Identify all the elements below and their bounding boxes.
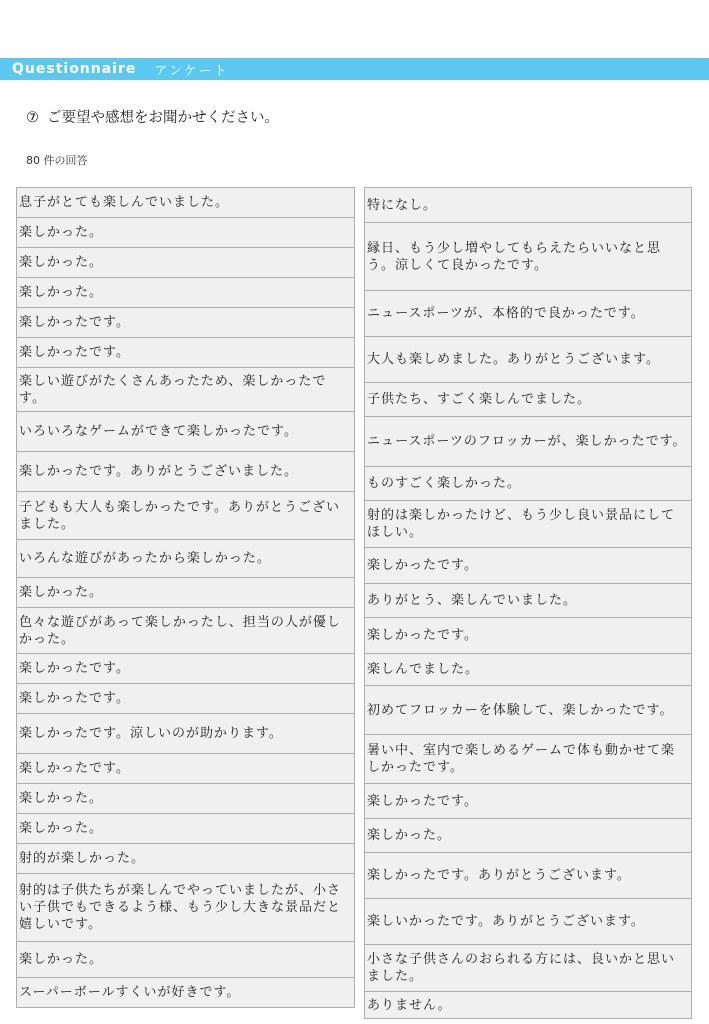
response-cell: 楽しかった。 [17, 942, 354, 978]
response-cell: 楽しかったです。 [17, 338, 354, 368]
response-cell: 小さな子供さんのおられる方には、良いかと思いました。 [365, 945, 691, 992]
response-cell: 楽しかった。 [365, 819, 691, 853]
response-cell: いろんな遊びがあったから楽しかった。 [17, 540, 354, 578]
response-cell: 射的は子供たちが楽しんでやっていましたが、小さい子供でもできるよう様、もう少し大きな景品だと嬉しいです。 [17, 874, 354, 942]
response-cell: ありません。 [365, 992, 691, 1018]
response-cell: 楽しかった。 [17, 248, 354, 278]
response-cell: 初めてフロッカーを体験して、楽しかったです。 [365, 686, 691, 735]
response-cell: 子どもも大人も楽しかったです。ありがとうございました。 [17, 492, 354, 540]
response-cell: ニュースポーツが、本格的で良かったです。 [365, 291, 691, 337]
banner-subtitle: アンケート [154, 63, 229, 79]
response-cell: 射的は楽しかったけど、もう少し良い景品にしてほしい。 [365, 501, 691, 548]
response-cell: いろいろなゲームができて楽しかったです。 [17, 412, 354, 452]
response-cell: 射的が楽しかった。 [17, 844, 354, 874]
response-cell: 楽しい遊びがたくさんあったため、楽しかったです。 [17, 368, 354, 412]
response-cell: 楽しかったです。 [365, 784, 691, 819]
response-cell: 暑い中、室内で楽しめるゲームで体も動かせて楽しかったです。 [365, 735, 691, 784]
response-cell: 楽しかったです。ありがとうございます。 [365, 853, 691, 899]
banner-title: Questionnaire [12, 61, 137, 77]
responses-left-column [16, 187, 355, 1008]
question-text: ご要望や感想をお聞かせください。 [47, 110, 279, 126]
response-cell: ありがとう、楽しんでいました。 [365, 584, 691, 618]
response-cell: 楽しんでました。 [365, 654, 691, 686]
response-count: 80 件の回答 [26, 154, 88, 167]
response-cell: 楽しかったです。 [17, 684, 354, 714]
response-cell: 楽しかったです。涼しいのが助かります。 [17, 714, 354, 754]
response-cell: 楽しかったです。 [17, 654, 354, 684]
question-heading [26, 106, 279, 127]
response-cell: 楽しかったです。 [17, 754, 354, 784]
responses-right-column [364, 187, 692, 1019]
response-cell: ニュースポーツのフロッカーが、楽しかったです。 [365, 417, 691, 467]
response-cell: 特になし。 [365, 188, 691, 223]
response-cell: 楽しかった。 [17, 278, 354, 308]
response-cell: 楽しかったです。 [365, 548, 691, 584]
response-cell: 楽しかった。 [17, 218, 354, 248]
response-cell: 色々な遊びがあって楽しかったし、担当の人が優しかった。 [17, 608, 354, 654]
response-cell: 大人も楽しめました。ありがとうございます。 [365, 337, 691, 383]
response-cell: 楽しかった。 [17, 814, 354, 844]
question-number: ⑦ [26, 110, 39, 126]
response-cell: 息子がとても楽しんでいました。 [17, 188, 354, 218]
response-cell: 楽しかったです。 [365, 618, 691, 654]
response-cell: 楽しいかったです。ありがとうございます。 [365, 899, 691, 945]
response-cell: 楽しかった。 [17, 578, 354, 608]
response-cell: 縁日、もう少し増やしてもらえたらいいなと思う。涼しくて良かったです。 [365, 223, 691, 291]
response-cell: 楽しかったです。 [17, 308, 354, 338]
response-cell: ものすごく楽しかった。 [365, 467, 691, 501]
response-cell: 子供たち、すごく楽しんでました。 [365, 383, 691, 417]
section-banner [0, 58, 709, 80]
response-cell: 楽しかったです。ありがとうございました。 [17, 452, 354, 492]
response-cell: 楽しかった。 [17, 784, 354, 814]
response-cell: スーパーボールすくいが好きです。 [17, 978, 354, 1007]
